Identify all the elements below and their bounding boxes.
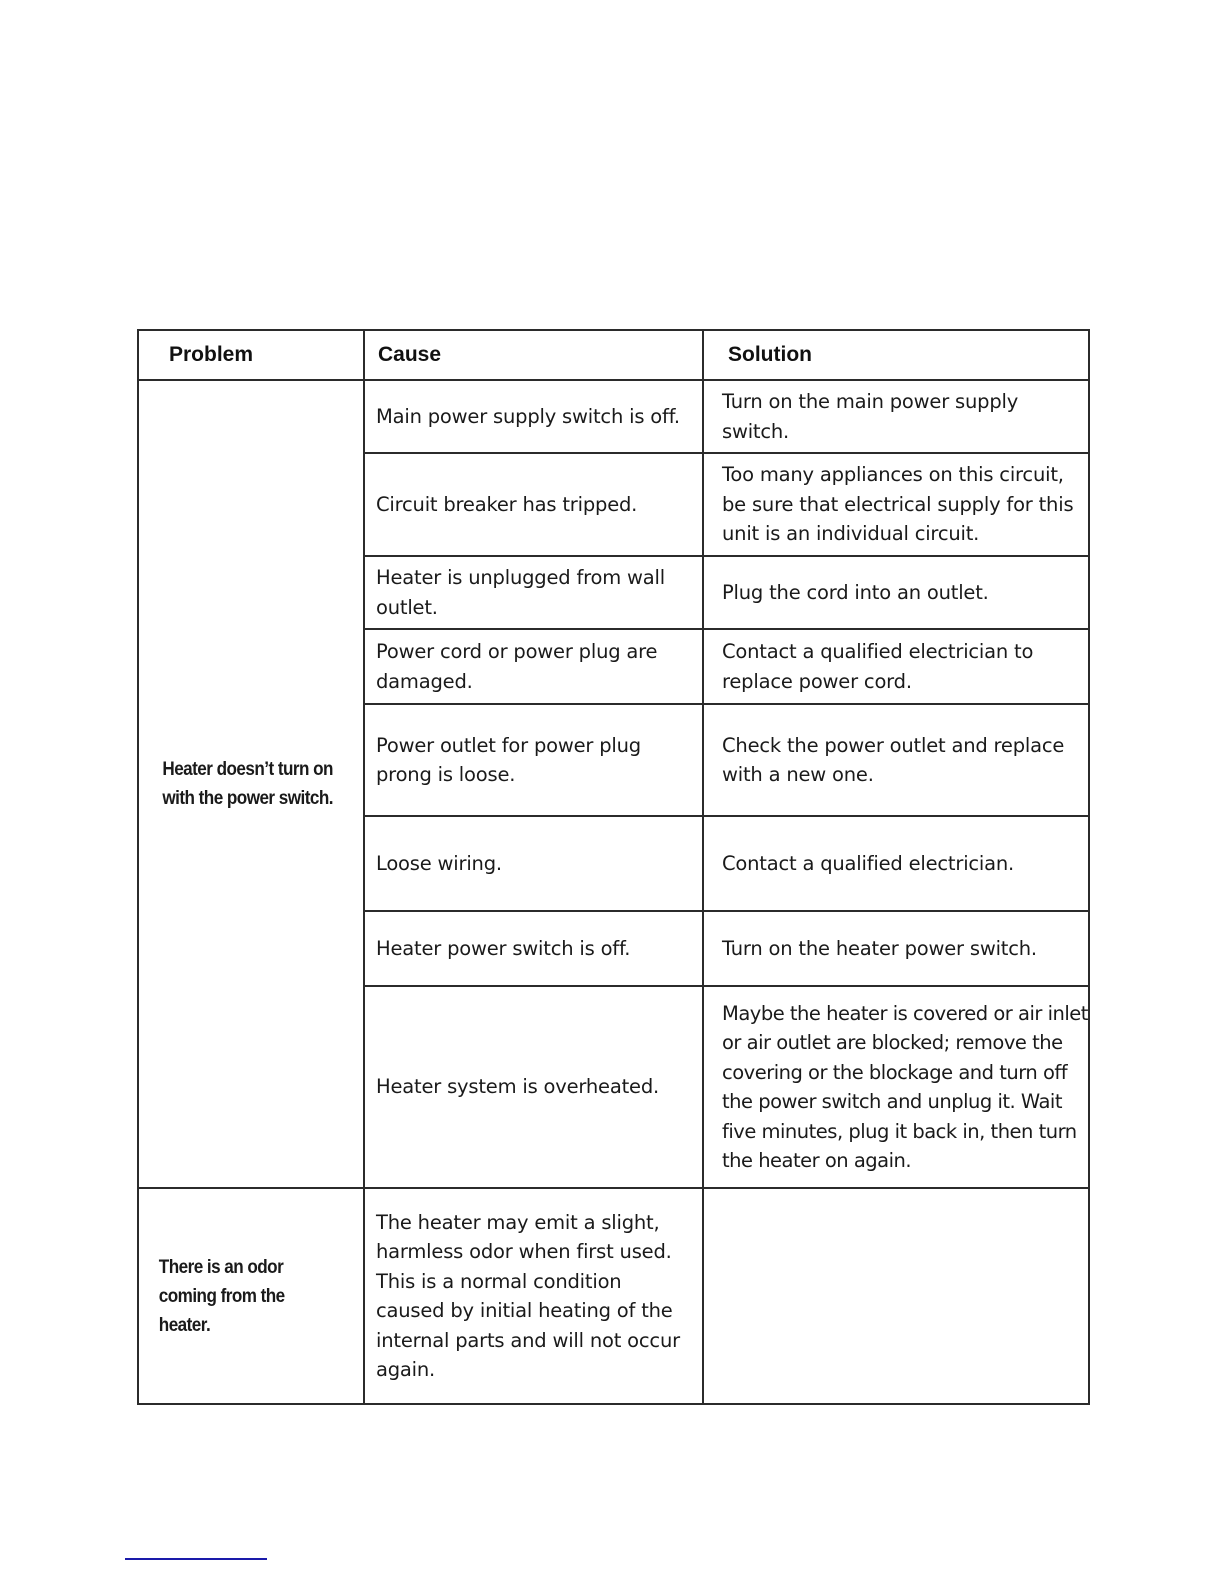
problem-label: There is an odor coming from the heater.: [158, 1256, 285, 1336]
problem-cell: [138, 1188, 364, 1404]
cause-cell: Heater system is overheated.: [364, 986, 703, 1188]
header-problem: Problem: [138, 330, 364, 380]
solution-cell: Too many appliances on this circuit, be sure that electrical supply for this unit is an individual circuit.: [703, 453, 1089, 556]
cause-cell: Main power supply switch is off.: [364, 380, 703, 453]
footnote-separator: [125, 1558, 267, 1560]
solution-cell: Turn on the main power supply switch.: [703, 380, 1089, 453]
troubleshooting-table: [137, 329, 1090, 1405]
solution-cell: Plug the cord into an outlet.: [703, 556, 1089, 629]
table-row: [138, 380, 1089, 453]
solution-cell: Turn on the heater power switch.: [703, 911, 1089, 986]
problem-cell: [138, 380, 364, 1188]
problem-label: Heater doesn’t turn on with the power switch.: [162, 759, 333, 809]
cause-cell: Circuit breaker has tripped.: [364, 453, 703, 556]
solution-cell: [703, 1188, 1089, 1404]
solution-cell: Contact a qualified electrician.: [703, 816, 1089, 911]
solution-cell: Check the power outlet and replace with a new one.: [703, 704, 1089, 816]
table-row: [138, 1188, 1089, 1404]
cause-cell: The heater may emit a slight, harmless odor when first used. This is a normal condition caused by initial heating of the internal parts and will not occur again.: [364, 1188, 703, 1404]
cause-cell: Heater power switch is off.: [364, 911, 703, 986]
cause-cell: Loose wiring.: [364, 816, 703, 911]
solution-cell: Contact a qualified electrician to replace power cord.: [703, 629, 1089, 704]
cause-cell: Power cord or power plug are damaged.: [364, 629, 703, 704]
header-solution: Solution: [703, 330, 1089, 380]
cause-cell: Power outlet for power plug prong is loose.: [364, 704, 703, 816]
table-header-row: [138, 330, 1089, 380]
header-cause: Cause: [364, 330, 703, 380]
solution-cell: Maybe the heater is covered or air inlet or air outlet are blocked; remove the covering or the blockage and turn off the power switch and unplug it. Wait five minutes, plug it back in, then turn the heater on again.: [703, 986, 1089, 1188]
cause-cell: Heater is unplugged from wall outlet.: [364, 556, 703, 629]
